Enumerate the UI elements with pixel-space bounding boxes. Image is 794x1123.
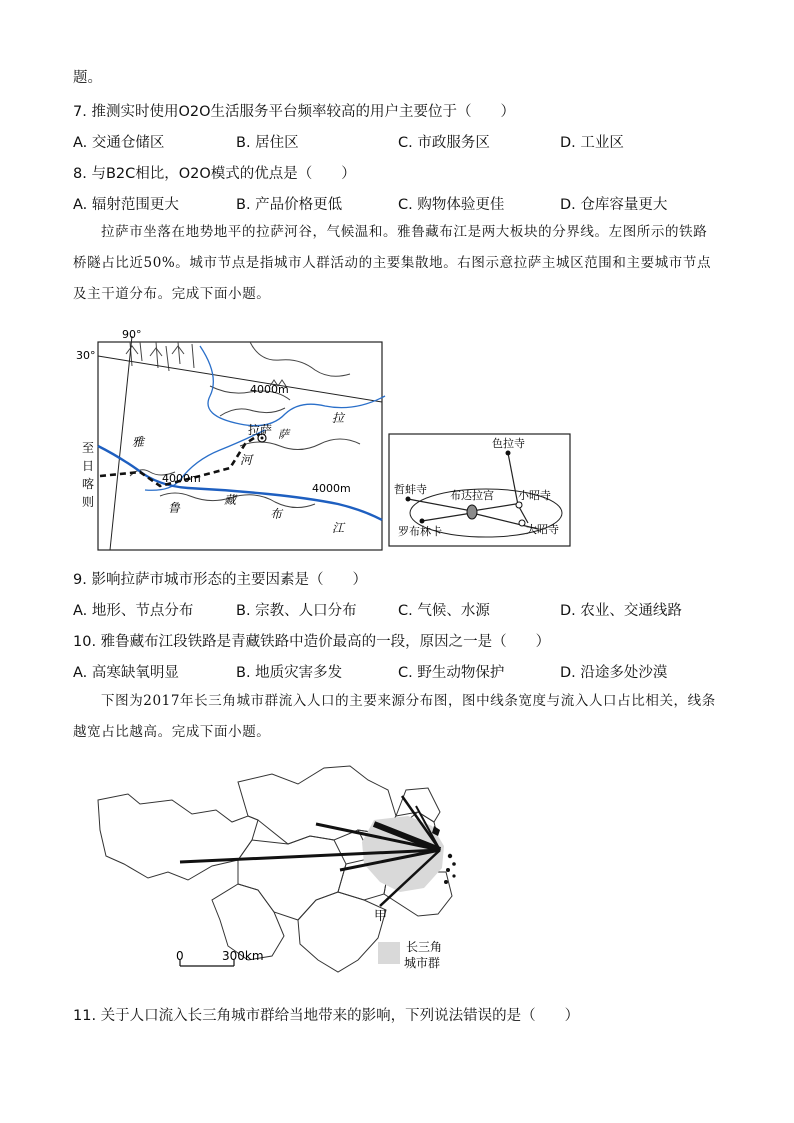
river-char-lu: 鲁 xyxy=(168,501,181,515)
rail-dest-1: 至 xyxy=(82,441,95,455)
yangtze-delta-migration-map xyxy=(88,760,488,980)
q10-option-b[interactable]: B. 地质灾害多发 xyxy=(236,665,343,681)
yangtze-delta-passage: 下图为2017年长三角城市群流入人口的主要来源分布图，图中线条宽度与流入人口占比相关，线条越宽占比越高。完成下面小题。 xyxy=(73,693,716,740)
legend-label-2: 城市群 xyxy=(404,956,441,970)
node-potala-icon xyxy=(467,505,477,519)
region-label-jia: 甲 xyxy=(374,909,388,924)
node-label-norbulingka: 罗布林卡 xyxy=(398,525,442,538)
q7-option-d[interactable]: D. 工业区 xyxy=(560,135,624,151)
previous-question-fragment: 题。 xyxy=(73,70,102,86)
q8-option-d[interactable]: D. 仓库容量更大 xyxy=(560,197,668,213)
node-sera-icon xyxy=(506,451,511,456)
q10-option-a[interactable]: A. 高寒缺氧明显 xyxy=(73,665,179,681)
q8-option-c[interactable]: C. 购物体验更佳 xyxy=(398,197,505,213)
question-9-stem: 9. 影响拉萨市城市形态的主要因素是（ ） xyxy=(73,572,367,588)
legend-swatch xyxy=(378,942,400,964)
rail-dest-4: 则 xyxy=(82,495,95,509)
rail-dest-2: 日 xyxy=(82,459,95,473)
q7-option-a[interactable]: A. 交通仓储区 xyxy=(73,135,165,151)
river-char-jiang: 江 xyxy=(332,521,345,535)
q7-option-b[interactable]: B. 居住区 xyxy=(236,135,299,151)
river-char-la: 拉 xyxy=(332,411,345,425)
node-label-ramoche: 小昭寺 xyxy=(518,489,551,502)
node-ramoche-icon xyxy=(516,502,522,508)
river-char-he: 河 xyxy=(240,453,253,467)
rail-dest-3: 喀 xyxy=(82,477,95,491)
q7-option-c[interactable]: C. 市政服务区 xyxy=(398,135,490,151)
contour-label-2: 4000m xyxy=(162,472,201,485)
q9-option-b[interactable]: B. 宗教、人口分布 xyxy=(236,603,357,619)
node-label-jokhang: 大昭寺 xyxy=(526,523,559,536)
contour-label-3: 4000m xyxy=(312,482,351,495)
q9-option-a[interactable]: A. 地形、节点分布 xyxy=(73,603,194,619)
node-label-sera: 色拉寺 xyxy=(492,437,525,450)
node-drepung-icon xyxy=(406,497,411,502)
city-label: 拉萨 xyxy=(248,423,273,437)
q9-option-d[interactable]: D. 农业、交通线路 xyxy=(560,603,682,619)
legend-label-1: 长三角 xyxy=(406,940,443,954)
q8-option-a[interactable]: A. 辐射范围更大 xyxy=(73,197,179,213)
question-7-stem: 7. 推测实时使用O2O生活服务平台频率较高的用户主要位于（ ） xyxy=(73,104,515,120)
q8-option-b[interactable]: B. 产品价格更低 xyxy=(236,197,343,213)
node-label-potala: 布达拉宫 xyxy=(450,489,494,502)
scale-distance: 300km xyxy=(222,949,264,963)
scale-zero: 0 xyxy=(176,949,184,963)
node-label-drepung: 哲蚌寺 xyxy=(394,483,427,496)
q10-option-d[interactable]: D. 沿途多处沙漠 xyxy=(560,665,668,681)
q10-option-c[interactable]: C. 野生动物保护 xyxy=(398,665,505,681)
lat-label: 30° xyxy=(76,349,96,362)
lhasa-region-map xyxy=(70,326,400,556)
river-char-bu: 布 xyxy=(270,507,283,521)
q9-option-c[interactable]: C. 气候、水源 xyxy=(398,603,490,619)
question-11-stem: 11. 关于人口流入长三角城市群给当地带来的影响，下列说法错误的是（ ） xyxy=(73,1008,580,1024)
river-char-ya: 雅 xyxy=(132,435,145,449)
node-norbulingka-icon xyxy=(420,519,425,524)
node-jokhang-icon xyxy=(519,520,525,526)
question-10-stem: 10. 雅鲁藏布江段铁路是青藏铁路中造价最高的一段，原因之一是（ ） xyxy=(73,634,551,650)
river-char-sa: 萨 xyxy=(278,428,289,441)
question-8-stem: 8. 与B2C相比，O2O模式的优点是（ ） xyxy=(73,166,356,182)
contour-label-1: 4000m xyxy=(250,383,289,396)
river-char-zang: 藏 xyxy=(224,493,237,507)
lon-label: 90° xyxy=(122,328,142,341)
lhasa-passage: 拉萨市坐落在地势地平的拉萨河谷，气候温和。雅鲁藏布江是两大板块的分界线。左图所示的铁路桥隧占比近50%。城市节点是指城市人群活动的主要集散地。右图示意拉萨主城区范围和主要城市节点及主干道分布。完成下面小题。 xyxy=(73,224,712,302)
lhasa-city-nodes-map xyxy=(388,433,572,549)
